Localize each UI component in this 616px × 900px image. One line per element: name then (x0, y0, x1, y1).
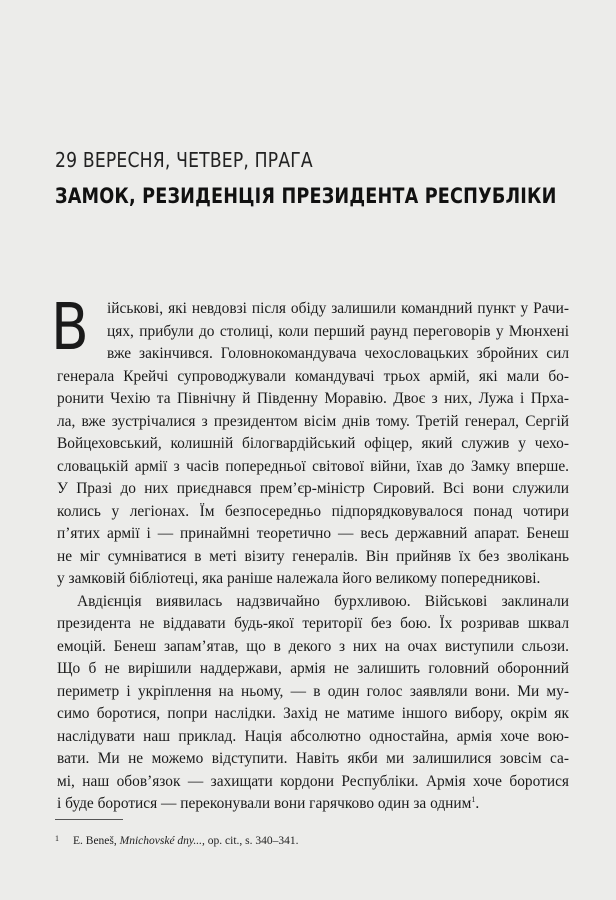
text-line: президента не віддавати будь-якої території без бою. Їх розривав шквал (57, 615, 569, 632)
footnote-author: E. Beneš, (73, 835, 117, 847)
text-line: колись у легіонах. Їм безпосередньо підпорядковувалося понад чотири (57, 502, 569, 520)
footnote-divider (55, 819, 123, 820)
drop-cap: В (51, 291, 89, 365)
text-line: цях, прибули до столиці, коли перший раунд переговорів у Мюнхені (107, 322, 569, 340)
text-line: ійськові, які невдовзі після обіду залишили командний пункт у Рачи- (107, 300, 569, 317)
text-line: Що б не вирішили наддержави, армія не залишить головний оборонний (57, 660, 569, 677)
text-line: емоцій. Бенеш запам’ятав, що в декого з них на очах виступили сльози. (57, 637, 569, 655)
footnote-reference: op. cit., s. 340–341. (207, 835, 299, 847)
text-line: генерала Крейчі супроводжували командувачі трьох армій, які мали бо- (57, 367, 569, 385)
text-line: вже закінчився. Головнокомандувача чехословацьких збройних сил (107, 345, 569, 362)
footnote-work-title: Mnichovské dny..., (119, 835, 205, 847)
text-line: Авдієнція виявилась надзвичайно бурхливою. Військові заклинали (77, 592, 569, 610)
text-line: у замковій бібліотеці, яка раніше належала його великому попередникові. (57, 570, 541, 587)
footnote (55, 835, 299, 847)
text-line: п’ятих армії і — принаймні теоретично — весь державний апарат. Бенеш (57, 525, 569, 542)
text-line: периметр і укріплення на ньому, — в один голос заявляли вони. Ми му- (57, 682, 569, 700)
text-line: наслідувати наш приклад. Нація абсолютно одностайна, армія хоче вою- (57, 727, 569, 745)
text-line: симо боротися, попри наслідки. Захід не матиме іншого вибору, окрім як (57, 705, 569, 722)
text-line: вати. Ми не можемо відступити. Навіть якби ми залишилися зовсім са- (57, 750, 569, 767)
text-line: Войцеховський, колишній білогвардійський офіцер, який служив у чехо- (57, 435, 569, 452)
footnote-number: 1 (55, 834, 59, 843)
text-line: ла, вже зустрічалися з президентом вісім днів тому. Третій генерал, Сергій (57, 412, 569, 430)
text-line: У Празі до них приєднався прем’єр-міністр Сировий. Всі вони служили (57, 480, 569, 497)
chapter-title: ЗАМОК, РЕЗИДЕНЦІЯ ПРЕЗИДЕНТА РЕСПУБЛІКИ (55, 184, 557, 208)
body-text (51, 291, 569, 816)
footnote-marker: 1 (471, 794, 476, 804)
text-line-final: і буде боротися — переконували вони гарячково один за одним$^1$. (57, 794, 480, 812)
chapter-date-line: 29 ВЕРЕСНЯ, ЧЕТВЕР, ПРАГА (55, 148, 313, 172)
text-line: словацькій армії з часів попередньої світової війни, їхав до Замку вперше. (57, 457, 569, 475)
text-line: ронити Чехію та Північну й Південну Моравію. Двоє з них, Лужа і Прха- (57, 390, 569, 407)
text-line: і буде боротися — переконували вони гарячково один за одним (57, 795, 472, 812)
text-line: мі, наш обов’язок — захищати кордони Республіки. Армія хоче боротися (57, 772, 569, 790)
text-line: не міг сумніватися в меті візиту генералів. Він прийняв їх без зволікань (57, 547, 569, 565)
